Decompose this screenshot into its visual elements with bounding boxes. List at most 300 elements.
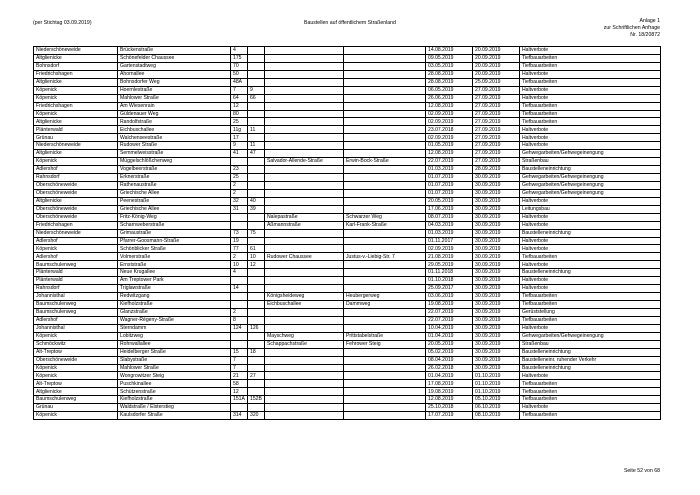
end-date-cell: 30.09.2019 [473, 316, 520, 324]
district-cell: Adlershof [34, 237, 118, 245]
street-cell: Brückenstraße [118, 47, 231, 55]
cross-street-to-cell [344, 412, 426, 420]
house-to-cell [248, 380, 265, 388]
cross-street-to-cell [344, 237, 426, 245]
cross-street-from-cell [265, 245, 344, 253]
cross-street-to-cell [344, 380, 426, 388]
house-from-cell [231, 332, 248, 340]
district-cell: Rahnsdorf [34, 285, 118, 293]
district-cell: Oberschöneweide [34, 356, 118, 364]
start-date-cell: 12.08.2019 [426, 150, 473, 158]
cross-street-from-cell [265, 356, 344, 364]
cross-street-to-cell [344, 348, 426, 356]
measure-cell: Tiefbauarbeiten [520, 388, 661, 396]
district-cell: Baumschulenweg [34, 396, 118, 404]
district-cell: Oberschöneweide [34, 189, 118, 197]
cross-street-from-cell [265, 70, 344, 78]
start-date-cell: 17.08.2019 [426, 380, 473, 388]
house-to-cell: 320 [248, 412, 265, 420]
street-cell: Scharnweberstraße [118, 221, 231, 229]
end-date-cell: 30.09.2019 [473, 269, 520, 277]
end-date-cell: 30.09.2019 [473, 245, 520, 253]
end-date-cell: 27.09.2019 [473, 126, 520, 134]
measure-cell: Haltverbote [520, 237, 661, 245]
street-cell: Kiefholzstraße [118, 396, 231, 404]
start-date-cell: 25.10.2018 [426, 404, 473, 412]
house-from-cell: 77 [231, 245, 248, 253]
end-date-cell: 20.09.2019 [473, 62, 520, 70]
table-row [34, 308, 661, 316]
start-date-cell: 21.08.2019 [426, 253, 473, 261]
cross-street-to-cell [344, 396, 426, 404]
house-to-cell [248, 47, 265, 55]
cross-street-from-cell [265, 348, 344, 356]
house-from-cell [231, 158, 248, 166]
house-to-cell [248, 213, 265, 221]
house-from-cell [231, 301, 248, 309]
measure-cell: Baustelleneinrichtung [520, 348, 661, 356]
start-date-cell: 12.08.2019 [426, 102, 473, 110]
measure-cell: Baustelleneinr. ruhender Verkehr [520, 356, 661, 364]
house-from-cell: 21 [231, 372, 248, 380]
end-date-cell: 25.09.2019 [473, 78, 520, 86]
start-date-cell: 02.09.2019 [426, 134, 473, 142]
district-cell: Adlershof [34, 166, 118, 174]
district-cell: Oberschöneweide [34, 205, 118, 213]
annex-line-3: Nr. 18/20872 [630, 32, 660, 38]
cross-street-from-cell: Mayschweg [265, 332, 344, 340]
district-cell: Johannisthal [34, 293, 118, 301]
table-row [34, 340, 661, 348]
cross-street-from-cell [265, 396, 344, 404]
measure-cell: Baustelleneinrichtung [520, 229, 661, 237]
house-to-cell: 66 [248, 94, 265, 102]
measure-cell: Gehwegarbeiten/Gehwegeinengung [520, 174, 661, 182]
house-to-cell [248, 404, 265, 412]
cross-street-to-cell [344, 134, 426, 142]
end-date-cell: 30.09.2019 [473, 324, 520, 332]
measure-cell: Haltverbote [520, 221, 661, 229]
district-cell: Alt-Treptow [34, 348, 118, 356]
start-date-cell: 06.05.2019 [426, 86, 473, 94]
start-date-cell: 26.02.2018 [426, 364, 473, 372]
start-date-cell: 01.07.2019 [426, 181, 473, 189]
end-date-cell: 30.09.2019 [473, 348, 520, 356]
end-date-cell: 27.09.2019 [473, 118, 520, 126]
cross-street-to-cell [344, 189, 426, 197]
measure-cell: Leitungsbau [520, 205, 661, 213]
table-row [34, 166, 661, 174]
street-cell: Pfarrer-Goosmann-Straße [118, 237, 231, 245]
street-cell: Glanzstraße [118, 308, 231, 316]
house-from-cell: 25 [231, 174, 248, 182]
end-date-cell: 30.09.2019 [473, 189, 520, 197]
house-from-cell: 12 [231, 102, 248, 110]
table-row [34, 332, 661, 340]
measure-cell: Haltverbote [520, 404, 661, 412]
start-date-cell: 20.05.2019 [426, 197, 473, 205]
end-date-cell: 30.09.2019 [473, 293, 520, 301]
end-date-cell: 30.09.2019 [473, 197, 520, 205]
start-date-cell: 29.05.2019 [426, 261, 473, 269]
district-cell: Bohnsdorf [34, 62, 118, 70]
table-row [34, 261, 661, 269]
start-date-cell: 12.08.2019 [426, 396, 473, 404]
cross-street-from-cell: Nalepastraße [265, 213, 344, 221]
cross-street-from-cell [265, 118, 344, 126]
table-row [34, 54, 661, 62]
cross-street-to-cell [344, 126, 426, 134]
district-cell: Oberschöneweide [34, 181, 118, 189]
cross-street-to-cell [344, 62, 426, 70]
start-date-cell: 01.10.2018 [426, 277, 473, 285]
street-cell: Slabystraße [118, 356, 231, 364]
measure-cell: Haltverbote [520, 126, 661, 134]
end-date-cell: 27.09.2019 [473, 102, 520, 110]
measure-cell: Gehwegarbeiten/Gehwegeinengung [520, 332, 661, 340]
house-from-cell: 2 [231, 189, 248, 197]
start-date-cell: 02.09.2019 [426, 118, 473, 126]
end-date-cell: 08.10.2019 [473, 412, 520, 420]
cross-street-from-cell [265, 308, 344, 316]
cross-street-to-cell [344, 78, 426, 86]
cross-street-from-cell [265, 324, 344, 332]
house-to-cell: 61 [248, 245, 265, 253]
table-row [34, 253, 661, 261]
cross-street-from-cell [265, 316, 344, 324]
house-to-cell [248, 293, 265, 301]
end-date-cell: 27.09.2019 [473, 158, 520, 166]
table-row [34, 324, 661, 332]
cross-street-from-cell [265, 142, 344, 150]
end-date-cell: 01.10.2019 [473, 372, 520, 380]
cross-street-to-cell [344, 324, 426, 332]
district-cell: Baumschulenweg [34, 308, 118, 316]
house-to-cell [248, 332, 265, 340]
end-date-cell: 30.09.2019 [473, 205, 520, 213]
house-from-cell: 10 [231, 261, 248, 269]
street-cell: Rudower Straße [118, 142, 231, 150]
street-cell: Schützenstraße [118, 388, 231, 396]
table-row [34, 205, 661, 213]
cross-street-from-cell [265, 94, 344, 102]
house-to-cell: 152B [248, 396, 265, 404]
house-to-cell [248, 221, 265, 229]
table-row [34, 285, 661, 293]
measure-cell: Haltverbote [520, 134, 661, 142]
house-from-cell: 151A [231, 396, 248, 404]
street-cell: Ernststraße [118, 261, 231, 269]
district-cell: Friedrichshagen [34, 221, 118, 229]
cross-street-from-cell [265, 229, 344, 237]
cross-street-from-cell [265, 277, 344, 285]
cross-street-to-cell [344, 166, 426, 174]
end-date-cell: 30.09.2019 [473, 261, 520, 269]
start-date-cell: 26.06.2019 [426, 94, 473, 102]
measure-cell: Baustelleneinrichtung [520, 166, 661, 174]
measure-cell: Haltverbote [520, 372, 661, 380]
table-row [34, 70, 661, 78]
street-cell: Griechische Allee [118, 205, 231, 213]
district-cell: Friedrichshagen [34, 70, 118, 78]
cross-street-from-cell [265, 372, 344, 380]
cross-street-from-cell: Eichbuschallee [265, 301, 344, 309]
house-from-cell: 7 [231, 356, 248, 364]
start-date-cell: 17.07.2019 [426, 412, 473, 420]
district-cell: Plänterwald [34, 126, 118, 134]
house-to-cell [248, 181, 265, 189]
cross-street-to-cell [344, 205, 426, 213]
start-date-cell: 28.08.2019 [426, 78, 473, 86]
cross-street-from-cell [265, 54, 344, 62]
street-cell: Lobitzweg [118, 332, 231, 340]
street-cell: Rathenaustraße [118, 181, 231, 189]
end-date-cell: 30.09.2019 [473, 174, 520, 182]
table-row [34, 126, 661, 134]
annex-reference [604, 18, 660, 39]
end-date-cell: 27.09.2019 [473, 86, 520, 94]
measure-cell: Tiefbauarbeiten [520, 301, 661, 309]
house-from-cell [231, 404, 248, 412]
house-to-cell [248, 110, 265, 118]
measure-cell: Tiefbauarbeiten [520, 54, 661, 62]
house-from-cell: 14 [231, 285, 248, 293]
end-date-cell: 30.09.2019 [473, 277, 520, 285]
street-cell: Am Wiesenrain [118, 102, 231, 110]
page-number: Seite 52 von 68 [623, 468, 660, 474]
measure-cell: Tiefbauarbeiten [520, 380, 661, 388]
cross-street-from-cell [265, 150, 344, 158]
house-from-cell: 80 [231, 110, 248, 118]
table-body [34, 47, 661, 420]
cross-street-from-cell [265, 412, 344, 420]
house-to-cell [248, 277, 265, 285]
cross-street-to-cell [344, 372, 426, 380]
cross-street-to-cell [344, 356, 426, 364]
house-from-cell: 50 [231, 70, 248, 78]
house-to-cell: 75 [248, 229, 265, 237]
street-cell: Erknerstraße [118, 174, 231, 182]
street-cell: Rohrwallallee [118, 340, 231, 348]
cross-street-to-cell: Schwarzer Weg [344, 213, 426, 221]
start-date-cell: 01.04.2019 [426, 332, 473, 340]
cross-street-from-cell: Aßmannstraße [265, 221, 344, 229]
house-to-cell [248, 301, 265, 309]
house-to-cell [248, 62, 265, 70]
measure-cell: Tiefbauarbeiten [520, 110, 661, 118]
end-date-cell: 30.09.2019 [473, 213, 520, 221]
measure-cell: Gerüststellung [520, 308, 661, 316]
house-from-cell: 8 [231, 316, 248, 324]
street-cell: Vogelbeerstraße [118, 166, 231, 174]
house-from-cell: 2 [231, 308, 248, 316]
end-date-cell: 30.09.2019 [473, 229, 520, 237]
house-to-cell [248, 70, 265, 78]
table-row [34, 356, 661, 364]
start-date-cell: 10.04.2019 [426, 324, 473, 332]
table-row [34, 181, 661, 189]
district-cell: Altglienicke [34, 54, 118, 62]
table-row [34, 150, 661, 158]
house-to-cell: 27 [248, 372, 265, 380]
end-date-cell: 20.09.2019 [473, 54, 520, 62]
cross-street-from-cell [265, 78, 344, 86]
start-date-cell: 01.07.2019 [426, 189, 473, 197]
cross-street-to-cell [344, 388, 426, 396]
start-date-cell: 03.05.2019 [426, 62, 473, 70]
house-from-cell: 175 [231, 54, 248, 62]
district-cell: Plänterwald [34, 269, 118, 277]
start-date-cell: 19.08.2019 [426, 388, 473, 396]
house-to-cell: 18 [248, 348, 265, 356]
document-title: Baustellen auf öffentlichem Straßenland [304, 20, 396, 26]
cross-street-to-cell [344, 285, 426, 293]
house-to-cell: 40 [248, 197, 265, 205]
measure-cell: Haltverbote [520, 94, 661, 102]
table-row [34, 396, 661, 404]
start-date-cell: 14.08.2019 [426, 47, 473, 55]
district-cell: Köpenick [34, 332, 118, 340]
table-row [34, 94, 661, 102]
end-date-cell: 30.09.2019 [473, 253, 520, 261]
house-to-cell: 39 [248, 205, 265, 213]
start-date-cell: 02.09.2019 [426, 110, 473, 118]
start-date-cell: 09.05.2019 [426, 54, 473, 62]
house-from-cell [231, 213, 248, 221]
end-date-cell: 30.09.2019 [473, 301, 520, 309]
start-date-cell: 03.06.2019 [426, 293, 473, 301]
house-to-cell [248, 174, 265, 182]
cross-street-to-cell [344, 142, 426, 150]
house-from-cell: 58 [231, 380, 248, 388]
table-row [34, 221, 661, 229]
end-date-cell: 27.09.2019 [473, 142, 520, 150]
house-from-cell: 314 [231, 412, 248, 420]
house-from-cell: 19 [231, 237, 248, 245]
stichtag-note: (per Stichtag 03.09.2019) [33, 20, 92, 26]
district-cell: Friedrichshagen [34, 102, 118, 110]
table-row [34, 86, 661, 94]
start-date-cell: 01.03.2019 [426, 166, 473, 174]
start-date-cell: 08.07.2019 [426, 213, 473, 221]
house-from-cell: 32 [231, 197, 248, 205]
table-row [34, 380, 661, 388]
district-cell: Köpenick [34, 364, 118, 372]
house-from-cell [231, 277, 248, 285]
cross-street-to-cell [344, 110, 426, 118]
end-date-cell: 30.09.2019 [473, 364, 520, 372]
end-date-cell: 27.09.2019 [473, 94, 520, 102]
district-cell: Köpenick [34, 412, 118, 420]
table-row [34, 213, 661, 221]
district-cell: Grünau [34, 404, 118, 412]
house-from-cell: 70 [231, 62, 248, 70]
cross-street-from-cell [265, 181, 344, 189]
district-cell: Rahnsdorf [34, 174, 118, 182]
cross-street-to-cell [344, 261, 426, 269]
cross-street-to-cell [344, 47, 426, 55]
cross-street-to-cell: Fehrower Steig [344, 340, 426, 348]
table-row [34, 229, 661, 237]
table-row [34, 102, 661, 110]
start-date-cell: 25.09.2017 [426, 285, 473, 293]
cross-street-to-cell: Erwin-Bock-Straße [344, 158, 426, 166]
cross-street-from-cell [265, 174, 344, 182]
house-from-cell: 25 [231, 118, 248, 126]
district-cell: Adlershof [34, 253, 118, 261]
house-to-cell [248, 118, 265, 126]
cross-street-to-cell [344, 404, 426, 412]
table-row [34, 388, 661, 396]
street-cell: Am Treptower Park [118, 277, 231, 285]
cross-street-to-cell: Karl-Frank-Straße [344, 221, 426, 229]
street-cell: Güldenauer Weg [118, 110, 231, 118]
street-cell: Grimaustraße [118, 229, 231, 237]
street-cell: Schönefelder Chaussee [118, 54, 231, 62]
house-from-cell: 17 [231, 134, 248, 142]
house-from-cell [231, 221, 248, 229]
measure-cell: Haltverbote [520, 70, 661, 78]
cross-street-from-cell [265, 197, 344, 205]
district-cell: Alt-Treptow [34, 380, 118, 388]
start-date-cell: 22.07.2019 [426, 308, 473, 316]
start-date-cell: 01.11.2018 [426, 269, 473, 277]
measure-cell: Gehwegarbeiten/Gehwegeinengung [520, 181, 661, 189]
street-cell: Waldstraße / Elsterstieg [118, 404, 231, 412]
table-row [34, 364, 661, 372]
street-cell: Mahlower Straße [118, 94, 231, 102]
house-from-cell: 4 [231, 269, 248, 277]
street-cell: Sterndamm [118, 324, 231, 332]
table-row [34, 197, 661, 205]
measure-cell: Tiefbauarbeiten [520, 293, 661, 301]
table-row [34, 372, 661, 380]
house-from-cell: 9 [231, 142, 248, 150]
start-date-cell: 17.06.2019 [426, 205, 473, 213]
district-cell: Altglienicke [34, 388, 118, 396]
end-date-cell: 30.09.2019 [473, 221, 520, 229]
measure-cell: Haltverbote [520, 324, 661, 332]
district-cell: Altglienicke [34, 197, 118, 205]
measure-cell: Tiefbauarbeiten [520, 118, 661, 126]
cross-street-from-cell [265, 269, 344, 277]
house-from-cell: 7 [231, 364, 248, 372]
house-to-cell: 11 [248, 142, 265, 150]
cross-street-from-cell [265, 285, 344, 293]
end-date-cell: 27.09.2019 [473, 110, 520, 118]
cross-street-to-cell [344, 70, 426, 78]
cross-street-from-cell [265, 110, 344, 118]
end-date-cell: 30.09.2019 [473, 181, 520, 189]
house-to-cell: 10 [248, 253, 265, 261]
cross-street-to-cell [344, 174, 426, 182]
end-date-cell: 01.10.2019 [473, 380, 520, 388]
house-to-cell [248, 102, 265, 110]
cross-street-from-cell [265, 380, 344, 388]
cross-street-from-cell [265, 404, 344, 412]
start-date-cell: 01.03.2019 [426, 229, 473, 237]
house-to-cell [248, 285, 265, 293]
start-date-cell: 19.08.2019 [426, 301, 473, 309]
district-cell: Oberschöneweide [34, 213, 118, 221]
cross-street-from-cell [265, 261, 344, 269]
district-cell: Baumschulenweg [34, 301, 118, 309]
cross-street-from-cell [265, 189, 344, 197]
district-cell: Adlershof [34, 316, 118, 324]
start-date-cell: 23.07.2018 [426, 126, 473, 134]
start-date-cell: 01.04.2019 [426, 372, 473, 380]
district-cell: Niederschöneweide [34, 229, 118, 237]
